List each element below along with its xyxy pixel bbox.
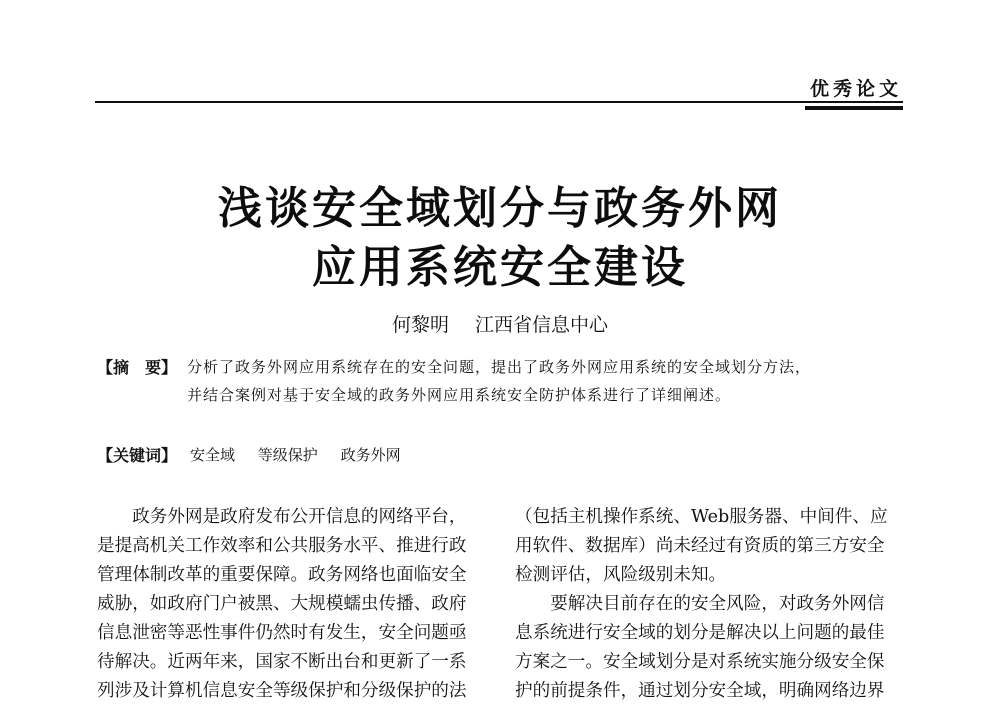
abstract-label: 【摘 要】 [97, 358, 178, 377]
header-rule [95, 101, 903, 103]
body-line: 息系统进行安全域的划分是解决以上问题的最佳 [515, 623, 885, 643]
body-line: （包括主机操作系统、Web服务器、中间件、应 [515, 507, 888, 527]
author-affiliation: 江西省信息中心 [475, 314, 609, 336]
title-line-1: 浅谈安全域划分与政务外网 [218, 183, 782, 234]
abstract-line: 分析了政务外网应用系统存在的安全问题，提出了政务外网应用系统的安全域划分方法， [187, 358, 812, 376]
body-line: 要解决目前存在的安全风险，对政务外网信 [515, 594, 885, 614]
keyword: 等级保护 [257, 446, 318, 464]
body-line: 管理体制改革的重要保障。政务网络也面临安全 [97, 565, 467, 585]
body-line: 威胁，如政府门户被黑、大规模蠕虫传播、政府 [97, 594, 467, 614]
keyword: 政务外网 [340, 446, 401, 464]
body-line: 信息泄密等恶性事件仍然时有发生，安全问题亟 [97, 623, 467, 643]
header-rule-accent [805, 106, 903, 110]
title-line-2: 应用系统安全建设 [312, 242, 688, 293]
body-line: 政务外网是政府发布公开信息的网络平台， [97, 507, 467, 527]
body-column-left [97, 503, 487, 706]
body-line: 列涉及计算机信息安全等级保护和分级保护的法 [97, 681, 467, 701]
body-column-right [515, 503, 905, 706]
body-line: 是提高机关工作效率和公共服务水平、推进行政 [97, 536, 467, 556]
body-line: 待解决。近两年来，国家不断出台和更新了一系 [97, 652, 467, 672]
author-name: 何黎明 [391, 314, 449, 336]
body-line: 方案之一。安全域划分是对系统实施分级安全保 [515, 652, 885, 672]
body-line: 检测评估，风险级别未知。 [515, 565, 727, 585]
body-line: 用软件、数据库）尚未经过有资质的第三方安全 [515, 536, 885, 556]
section-label: 优秀论文 [809, 78, 902, 100]
body-line: 护的前提条件，通过划分安全域，明确网络边界 [515, 681, 885, 701]
keyword: 安全域 [190, 446, 236, 464]
keywords-list [190, 444, 419, 465]
author-line [0, 310, 1000, 337]
keywords-label: 【关键词】 [97, 446, 178, 465]
abstract-line: 并结合案例对基于安全域的政务外网应用系统安全防护体系进行了详细阐述。 [187, 386, 732, 404]
